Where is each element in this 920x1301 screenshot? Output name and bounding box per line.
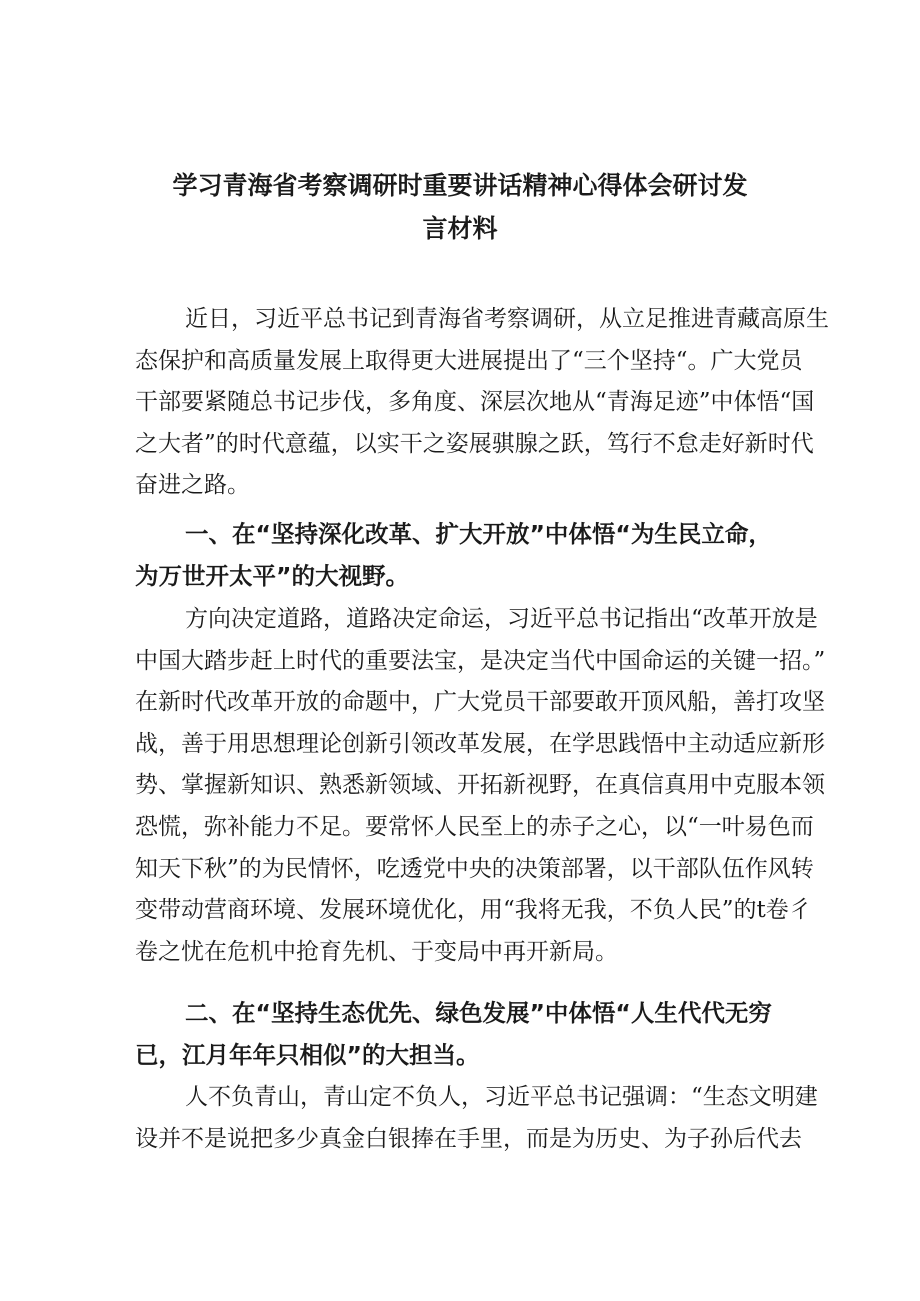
paragraph-line: 设并不是说把多少真金白银捧在手里，而是为历史、为子孙后代去: [135, 1125, 802, 1152]
document-title: [120, 164, 800, 250]
paragraph-line: 卷之忧在危机中抢育先机、于变局中再开新局。: [135, 938, 618, 965]
paragraph-line: 恐慌，弥补能力不足。要常怀人民至上的赤子之心，以“一叶易色而: [135, 813, 814, 840]
heading-line: 已，江月年年只相似”的大担当。: [135, 1040, 480, 1069]
paragraph-line: 战，善于用思想理论创新引领改革发展，在学思践悟中主动适应新形: [135, 730, 825, 757]
paragraph-line: 奋进之路。: [135, 472, 250, 499]
section-1-heading: [135, 514, 795, 597]
section-1-paragraph: [135, 599, 826, 973]
section-2-heading: [135, 993, 795, 1076]
title-line: 学习青海省考察调研时重要讲话精神心得体会研讨发: [172, 171, 748, 200]
paragraph-line: 近日，习近平总书记到青海省考察调研，从立足推进青藏高原生: [185, 306, 829, 332]
paragraph-line: 势、掌握新知识、熟悉新领域、开拓新视野，在真信真用中克服本领: [135, 772, 825, 799]
paragraph-line: 知天下秋”的为民情怀，吃透党中央的决策部署，以干部队伍作风转: [135, 855, 814, 882]
heading-line: 二、在“坚持生态优先、绿色发展”中体悟“人生代代无穷: [185, 999, 772, 1027]
title-line: 言材料: [422, 214, 498, 243]
paragraph-line: 中国大踏步赶上时代的重要法宝，是决定当代中国命运的关键一招。”: [135, 647, 826, 674]
paragraph-line: 方向决定道路，道路决定命运，习近平总书记指出“改革开放是: [185, 606, 818, 632]
paragraph-line: 变带动营商环境、发展环境优化，用“我将无我，不负人民”的t卷彳: [135, 897, 812, 924]
section-2-paragraph: [135, 1077, 818, 1160]
paragraph-line: 态保护和高质量发展上取得更大进展提出了“三个坚持“。广大党员: [135, 347, 803, 374]
paragraph-line: 人不负青山，青山定不负人，习近平总书记强调：“生态文明建: [185, 1084, 818, 1110]
paragraph-line: 之大者”的时代意蕴，以实干之姿展骐腺之跃，笃行不怠走好新时代: [135, 430, 814, 457]
intro-paragraph: [135, 299, 829, 507]
heading-line: 一、在“坚持深化改革、扩大开放”中体悟“为生民立命，: [185, 520, 772, 548]
heading-line: 为万世开太平”的大视野。: [135, 561, 409, 590]
paragraph-line: 在新时代改革开放的命题中，广大党员干部要敢开顶风船，善打攻坚: [135, 689, 825, 716]
paragraph-line: 干部要紧随总书记步伐，多角度、深层次地从“青海足迹”中体悟“国: [135, 389, 815, 416]
